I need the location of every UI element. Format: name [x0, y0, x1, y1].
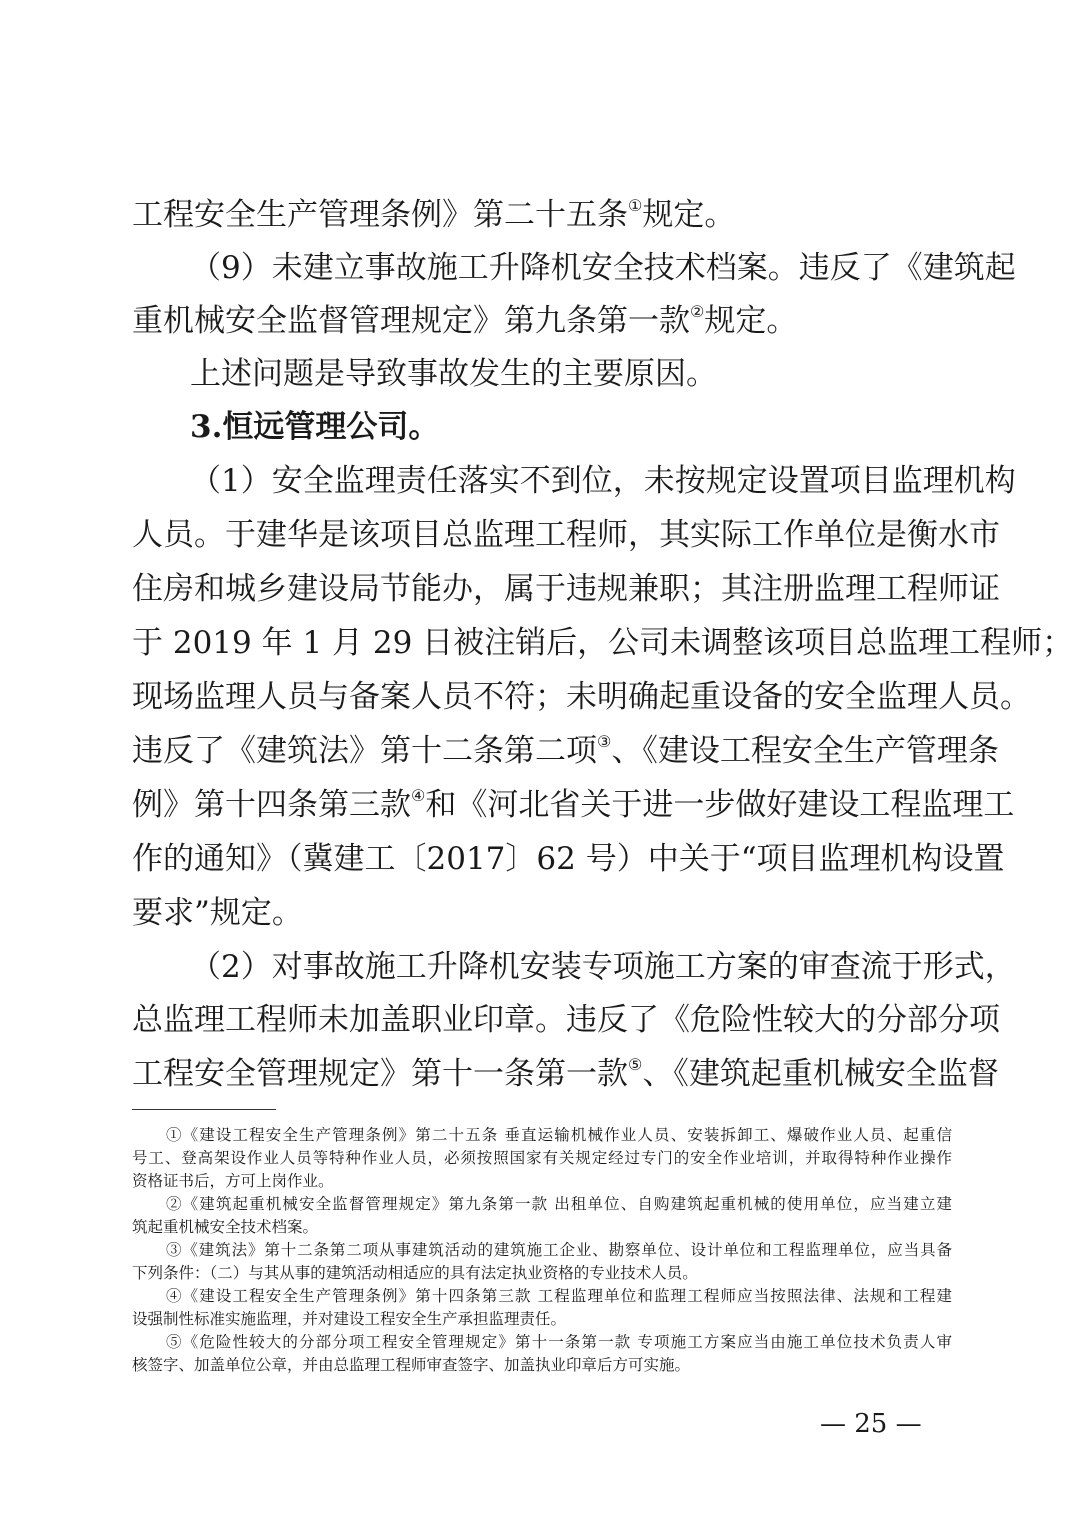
body-line	[132, 783, 1015, 827]
body-text: 例》第十四条第三款	[132, 787, 411, 823]
footnote-ref: ④	[411, 786, 426, 805]
body-text: 、《建设工程安全生产管理条	[611, 733, 999, 769]
footnote-line: ①《建设工程安全生产管理条例》第二十五条 垂直运输机械作业人员、安装拆卸工、爆破作业人员、起重信	[166, 1126, 952, 1144]
footnote-line: ④《建设工程安全生产管理条例》第十四条第三款 工程监理单位和监理工程师应当按照法律、法规和工程建	[166, 1287, 952, 1305]
body-text: 规定。	[642, 197, 736, 233]
body-line: 要求”规定。	[132, 895, 303, 931]
body-line	[132, 729, 999, 773]
body-line: （9）未建立事故施工升降机安全技术档案。违反了《建筑起	[190, 250, 1016, 286]
body-text: 工程安全生产管理条例》第二十五条	[132, 197, 628, 233]
footnote-separator	[132, 1109, 276, 1110]
footnote-line: 下列条件：（二）与其从事的建筑活动相适应的具有法定执业资格的专业技术人员。	[132, 1264, 698, 1282]
body-line: （1）安全监理责任落实不到位，未按规定设置项目监理机构	[190, 463, 1016, 499]
body-text: 工程安全管理规定》第十一条第一款	[132, 1056, 628, 1092]
body-line: 现场监理人员与备案人员不符；未明确起重设备的安全监理人员。	[132, 679, 1031, 715]
body-text: 、《建筑起重机械安全监督	[642, 1056, 999, 1092]
footnote-line: 设强制性标准实施监理，并对建设工程安全生产承担监理责任。	[132, 1310, 567, 1328]
body-line: （2）对事故施工升降机安装专项施工方案的审查流于形式，	[190, 949, 1016, 985]
footnote-ref: ⑤	[628, 1055, 643, 1074]
footnote-line: 号工、登高架设作业人员等特种作业人员，必须按照国家有关规定经过专门的安全作业培训，并取得特种作业操作	[132, 1149, 952, 1167]
body-line: 人员。于建华是该项目总监理工程师，其实际工作单位是衡水市	[132, 517, 1000, 553]
body-text: 和《河北省关于进一步做好建设工程监理工	[425, 787, 1015, 823]
footnote-line: ②《建筑起重机械安全监督管理规定》第九条第一款 出租单位、自购建筑起重机械的使用单位，应当建立建	[166, 1195, 952, 1213]
body-line: 住房和城乡建设局节能办，属于违规兼职；其注册监理工程师证	[132, 571, 1000, 607]
footnote-ref: ①	[628, 196, 643, 215]
body-text: 规定。	[704, 303, 798, 339]
body-line: 作的通知》（冀建工〔2017〕62 号）中关于“项目监理机构设置	[132, 841, 1005, 877]
footnote-line: ③《建筑法》第十二条第二项从事建筑活动的建筑施工企业、勘察单位、设计单位和工程监理单位，应当具备	[166, 1241, 952, 1259]
footnote-line: 筑起重机械安全技术档案。	[132, 1218, 319, 1236]
body-line: 于 2019 年 1 月 29 日被注销后，公司未调整该项目总监理工程师；	[132, 625, 1074, 661]
body-line	[132, 1052, 999, 1096]
page-number: — 25 —	[820, 1409, 922, 1439]
footnote-ref: ③	[597, 732, 612, 751]
body-text: 违反了《建筑法》第十二条第二项	[132, 733, 597, 769]
body-line	[132, 193, 952, 237]
section-heading: 3.恒远管理公司。	[190, 409, 440, 445]
footnote-line: 核签字、加盖单位公章，并由总监理工程师审查签字、加盖执业印章后方可实施。	[132, 1356, 691, 1374]
footnote-line: 资格证书后，方可上岗作业。	[132, 1172, 334, 1190]
footnote-line: ⑤《危险性较大的分部分项工程安全管理规定》第十一条第一款 专项施工方案应当由施工单位技术负责人审	[166, 1333, 952, 1351]
body-line	[132, 299, 952, 343]
footnote-ref: ②	[690, 302, 705, 321]
body-text: 重机械安全监督管理规定》第九条第一款	[132, 303, 690, 339]
body-line: 上述问题是导致事故发生的主要原因。	[190, 356, 717, 392]
body-line: 总监理工程师未加盖职业印章。违反了《危险性较大的分部分项	[132, 1002, 1000, 1038]
